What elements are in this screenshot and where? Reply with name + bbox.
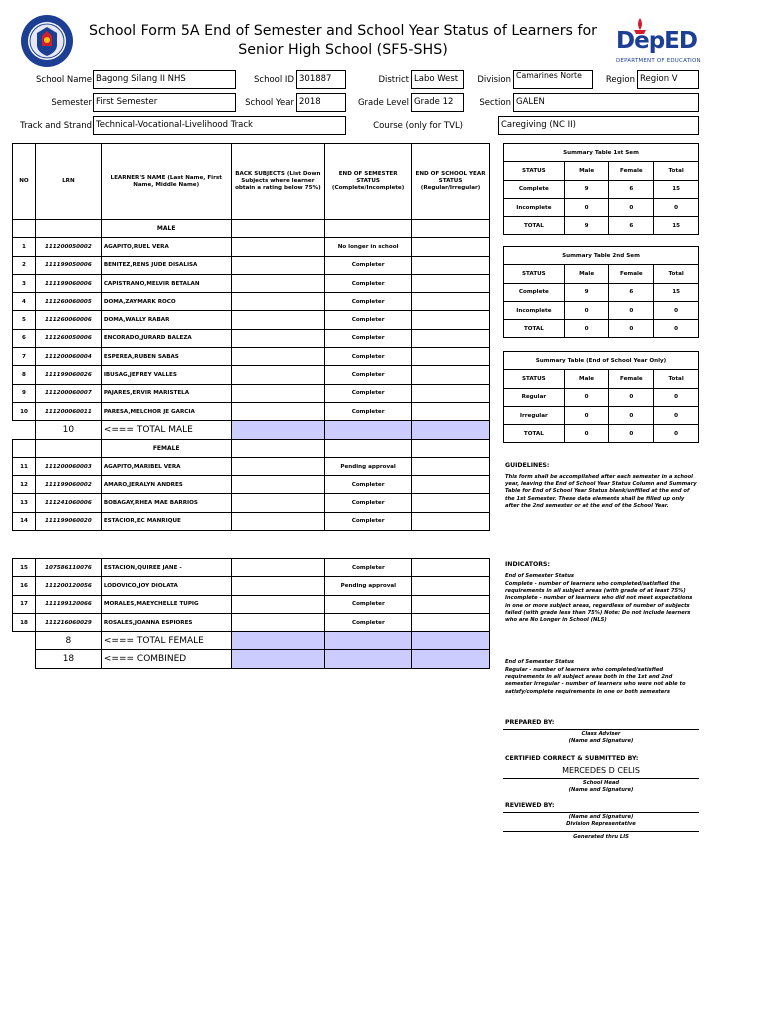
row-learner-name: ESTACION,QUIREE JANE - bbox=[101, 559, 231, 577]
row-no: 11 bbox=[13, 457, 36, 475]
row-end-year-status bbox=[412, 384, 490, 402]
table-row bbox=[13, 476, 490, 494]
indicators-heading: INDICATORS: bbox=[505, 561, 550, 568]
row-lrn: 111199060002 bbox=[35, 476, 101, 494]
row-lrn: 111200060004 bbox=[35, 348, 101, 366]
table-row bbox=[13, 457, 490, 475]
summary-row-female: 0 bbox=[609, 198, 654, 216]
row-end-year-status bbox=[412, 311, 490, 329]
row-end-sem-status: Completer bbox=[325, 494, 412, 512]
row-back-subjects bbox=[231, 512, 325, 530]
summary-row-label: Irregular bbox=[504, 406, 565, 424]
summary-row-total: 0 bbox=[654, 320, 699, 338]
row-no: 4 bbox=[13, 293, 36, 311]
summary-row-label: Complete bbox=[504, 180, 565, 198]
summary-row bbox=[504, 283, 699, 301]
summary-table-1st-sem bbox=[503, 143, 699, 235]
table-row bbox=[13, 613, 490, 631]
summary-header-status: STATUS bbox=[504, 370, 565, 388]
row-end-sem-status: Completer bbox=[325, 256, 412, 274]
reviewer-name-sig: (Name and Signature) bbox=[568, 814, 634, 820]
row-no: 5 bbox=[13, 311, 36, 329]
summary-header-total: Total bbox=[654, 265, 699, 283]
row-end-sem-status: Completer bbox=[325, 402, 412, 420]
row-end-year-status bbox=[412, 613, 490, 631]
indicator-1-text: Complete - number of learners who completed/satisfied the requirements in all subject areas (with grade of at least 75%) Incomplete - number of learners who did not meet expectations in one or more subject areas, regardless of number of subjects failed (with grade less than 75%) Note: Do not include learners who are No Longer in School (NLS) bbox=[505, 581, 693, 624]
row-lrn: 111199050006 bbox=[35, 256, 101, 274]
row-lrn: 111200060011 bbox=[35, 402, 101, 420]
track-field: Technical-Vocational-Livelihood Track bbox=[93, 116, 346, 135]
row-back-subjects bbox=[231, 577, 325, 595]
row-end-year-status bbox=[412, 457, 490, 475]
row-back-subjects bbox=[231, 274, 325, 292]
row-back-subjects bbox=[231, 457, 325, 475]
row-end-year-status bbox=[412, 494, 490, 512]
summary-row-female: 6 bbox=[609, 217, 654, 235]
school-year-label: School Year bbox=[245, 98, 294, 108]
deped-seal-logo bbox=[20, 14, 74, 68]
male-section-row bbox=[13, 220, 490, 238]
row-learner-name: DOMA,WALLY RABAR bbox=[101, 311, 231, 329]
col-header-no: NO bbox=[13, 144, 36, 220]
row-lrn: 111200060003 bbox=[35, 457, 101, 475]
division-representative-label: Division Representative bbox=[566, 821, 636, 827]
total-female-row bbox=[13, 632, 490, 650]
row-learner-name: ESPEREA,RUBEN SABAS bbox=[101, 348, 231, 366]
summary-year-title: Summary Table (End of School Year Only) bbox=[504, 352, 699, 370]
row-learner-name: IBUSAG,JEFREY VALLES bbox=[101, 366, 231, 384]
row-lrn: 111260050006 bbox=[35, 329, 101, 347]
summary-row bbox=[504, 320, 699, 338]
row-back-subjects bbox=[231, 366, 325, 384]
form-title bbox=[88, 22, 598, 60]
deped-logo-word: DepED bbox=[616, 28, 697, 54]
summary-row-male: 9 bbox=[564, 283, 609, 301]
combined-count: 18 bbox=[35, 650, 101, 668]
row-back-subjects bbox=[231, 613, 325, 631]
table-row bbox=[13, 559, 490, 577]
district-label: District bbox=[378, 75, 409, 85]
row-learner-name: CAPISTRANO,MELVIR BETALAN bbox=[101, 274, 231, 292]
row-end-year-status bbox=[412, 512, 490, 530]
row-lrn: 111200050002 bbox=[35, 238, 101, 256]
row-end-year-status bbox=[412, 238, 490, 256]
row-end-sem-status: Completer bbox=[325, 613, 412, 631]
summary-header-female: Female bbox=[609, 265, 654, 283]
row-lrn: 111260060005 bbox=[35, 293, 101, 311]
row-lrn: 111199060026 bbox=[35, 366, 101, 384]
row-no: 18 bbox=[13, 613, 36, 631]
summary-row-male: 0 bbox=[564, 301, 609, 319]
row-learner-name: AGAPITO,MARIBEL VERA bbox=[101, 457, 231, 475]
form-title-line2: Senior High School (SF5-SHS) bbox=[238, 42, 448, 58]
row-end-sem-status: Completer bbox=[325, 274, 412, 292]
table-row bbox=[13, 494, 490, 512]
row-end-year-status bbox=[412, 329, 490, 347]
summary-row-total: 0 bbox=[654, 406, 699, 424]
row-end-year-status bbox=[412, 402, 490, 420]
prepared-by-signature-line bbox=[503, 729, 699, 730]
summary-row bbox=[504, 301, 699, 319]
summary-row-female: 0 bbox=[609, 406, 654, 424]
summary-row-male: 0 bbox=[564, 198, 609, 216]
summary-header-status: STATUS bbox=[504, 162, 565, 180]
summary-row-female: 0 bbox=[609, 301, 654, 319]
summary-table-end-of-year bbox=[503, 351, 699, 443]
division-field: Camarines Norte bbox=[513, 70, 593, 89]
row-end-sem-status: Completer bbox=[325, 293, 412, 311]
summary-row bbox=[504, 198, 699, 216]
summary-row bbox=[504, 406, 699, 424]
summary-row-label: Incomplete bbox=[504, 198, 565, 216]
table-row bbox=[13, 274, 490, 292]
summary-row-male: 0 bbox=[564, 388, 609, 406]
summary-row-total: 15 bbox=[654, 180, 699, 198]
summary-row bbox=[504, 180, 699, 198]
division-label: Division bbox=[477, 75, 511, 85]
summary-row-total: 0 bbox=[654, 425, 699, 443]
row-end-sem-status: Pending approval bbox=[325, 577, 412, 595]
summary-header-total: Total bbox=[654, 370, 699, 388]
table-row bbox=[13, 348, 490, 366]
row-end-year-status bbox=[412, 595, 490, 613]
row-end-sem-status: Completer bbox=[325, 384, 412, 402]
row-end-year-status bbox=[412, 274, 490, 292]
indicator-1-heading: End of Semester Status bbox=[505, 573, 574, 579]
total-male-label: <=== TOTAL MALE bbox=[101, 421, 231, 439]
certified-label: CERTIFIED CORRECT & SUBMITTED BY: bbox=[505, 755, 639, 762]
row-learner-name: AMARO,JERALYN ANDRES bbox=[101, 476, 231, 494]
row-learner-name: AGAPITO,RUEL VERA bbox=[101, 238, 231, 256]
row-lrn: 111241060006 bbox=[35, 494, 101, 512]
summary-row-total: 0 bbox=[654, 388, 699, 406]
school-name-label: School Name bbox=[36, 75, 92, 85]
row-no: 15 bbox=[13, 559, 36, 577]
row-lrn: 111199060020 bbox=[35, 512, 101, 530]
table-row bbox=[13, 293, 490, 311]
section-field: GALEN bbox=[513, 93, 699, 112]
class-adviser-name-sig: (Name and Signature) bbox=[568, 738, 634, 744]
grade-level-field: Grade 12 bbox=[411, 93, 464, 112]
summary-row-label: TOTAL bbox=[504, 320, 565, 338]
row-back-subjects bbox=[231, 311, 325, 329]
deped-logo-subtitle: DEPARTMENT OF EDUCATION bbox=[616, 58, 701, 64]
row-learner-name: MORALES,MAEYCHELLE TUPIG bbox=[101, 595, 231, 613]
indicator-2-heading: End of Semester Status bbox=[505, 659, 574, 665]
summary-header-total: Total bbox=[654, 162, 699, 180]
prepared-by-label: PREPARED BY: bbox=[505, 719, 555, 726]
row-back-subjects bbox=[231, 384, 325, 402]
row-back-subjects bbox=[231, 494, 325, 512]
summary-row-male: 0 bbox=[564, 406, 609, 424]
table-row bbox=[13, 256, 490, 274]
combined-total-row bbox=[13, 650, 490, 668]
summary-header-male: Male bbox=[564, 265, 609, 283]
col-header-end-year-status: END OF SCHOOL YEAR STATUS (Regular/Irregular) bbox=[412, 144, 490, 220]
summary-row-female: 0 bbox=[609, 320, 654, 338]
row-end-sem-status: Completer bbox=[325, 512, 412, 530]
row-lrn: 107586110076 bbox=[35, 559, 101, 577]
row-no: 6 bbox=[13, 329, 36, 347]
row-back-subjects bbox=[231, 402, 325, 420]
row-end-year-status bbox=[412, 256, 490, 274]
table-row bbox=[13, 512, 490, 530]
learners-table bbox=[12, 143, 490, 531]
row-back-subjects bbox=[231, 329, 325, 347]
female-rows bbox=[13, 457, 490, 530]
summary-row-label: Regular bbox=[504, 388, 565, 406]
row-back-subjects bbox=[231, 238, 325, 256]
row-end-sem-status: Completer bbox=[325, 559, 412, 577]
deped-logo bbox=[610, 14, 704, 70]
row-no: 16 bbox=[13, 577, 36, 595]
total-male-count: 10 bbox=[35, 421, 101, 439]
female-section-label: FEMALE bbox=[101, 439, 231, 457]
school-id-field: 301887 bbox=[296, 70, 346, 89]
summary-row-total: 0 bbox=[654, 301, 699, 319]
summary-header-female: Female bbox=[609, 162, 654, 180]
division-signature-line bbox=[503, 831, 699, 832]
reviewed-by-label: REVIEWED BY: bbox=[505, 802, 555, 809]
col-header-lrn: LRN bbox=[35, 144, 101, 220]
row-end-year-status bbox=[412, 577, 490, 595]
total-female-count: 8 bbox=[35, 632, 101, 650]
row-no: 1 bbox=[13, 238, 36, 256]
summary-row-male: 9 bbox=[564, 217, 609, 235]
summary-row bbox=[504, 217, 699, 235]
grade-level-label: Grade Level bbox=[357, 98, 409, 108]
school-head-name: MERCEDES D CELIS bbox=[562, 766, 640, 775]
row-learner-name: ENCORADO,JURARD BALEZA bbox=[101, 329, 231, 347]
school-name-field: Bagong Silang II NHS bbox=[93, 70, 236, 89]
guidelines-heading: GUIDELINES: bbox=[505, 462, 550, 469]
row-lrn: 111200120056 bbox=[35, 577, 101, 595]
row-no: 17 bbox=[13, 595, 36, 613]
semester-field: First Semester bbox=[93, 93, 236, 112]
row-end-sem-status: No longer in school bbox=[325, 238, 412, 256]
reviewed-by-signature-line bbox=[503, 812, 699, 813]
summary-row-label: Incomplete bbox=[504, 301, 565, 319]
summary-row-female: 6 bbox=[609, 283, 654, 301]
row-lrn: 111260060006 bbox=[35, 311, 101, 329]
region-label: Region bbox=[605, 75, 635, 85]
generated-thru-lis: Generated thru LIS bbox=[573, 834, 629, 840]
school-id-label: School ID bbox=[254, 75, 294, 85]
row-no: 8 bbox=[13, 366, 36, 384]
table-row bbox=[13, 384, 490, 402]
male-rows bbox=[13, 238, 490, 421]
row-learner-name: BENITEZ,RENS JUDE DISALISA bbox=[101, 256, 231, 274]
row-learner-name: PARESA,MELCHOR JE GARCIA bbox=[101, 402, 231, 420]
summary-row-label: TOTAL bbox=[504, 217, 565, 235]
row-lrn: 111216060029 bbox=[35, 613, 101, 631]
summary-row-label: TOTAL bbox=[504, 425, 565, 443]
row-learner-name: PAJARES,ERVIR MARISTELA bbox=[101, 384, 231, 402]
row-no: 10 bbox=[13, 402, 36, 420]
row-end-year-status bbox=[412, 293, 490, 311]
female-rows-continued bbox=[13, 559, 490, 632]
row-end-year-status bbox=[412, 348, 490, 366]
summary-row-male: 0 bbox=[564, 425, 609, 443]
row-end-sem-status: Completer bbox=[325, 595, 412, 613]
school-head-label: School Head bbox=[582, 780, 620, 786]
table-row bbox=[13, 311, 490, 329]
course-field: Caregiving (NC II) bbox=[498, 116, 699, 135]
male-section-label: MALE bbox=[101, 220, 231, 238]
district-field: Labo West bbox=[411, 70, 464, 89]
summary-row-label: Complete bbox=[504, 283, 565, 301]
row-back-subjects bbox=[231, 476, 325, 494]
school-head-name-sig: (Name and Signature) bbox=[568, 787, 634, 793]
summary-2nd-sem-title: Summary Table 2nd Sem bbox=[504, 247, 699, 265]
school-year-field: 2018 bbox=[296, 93, 346, 112]
summary-header-male: Male bbox=[564, 162, 609, 180]
summary-row-female: 6 bbox=[609, 180, 654, 198]
col-header-back-subjects: BACK SUBJECTS (List Down Subjects where learner obtain a rating below 75%) bbox=[231, 144, 325, 220]
certified-signature-line bbox=[503, 778, 699, 779]
summary-row-total: 15 bbox=[654, 283, 699, 301]
summary-row-total: 0 bbox=[654, 198, 699, 216]
row-learner-name: BOBAGAY,RHEA MAE BARRIOS bbox=[101, 494, 231, 512]
summary-row bbox=[504, 388, 699, 406]
row-learner-name: ROSALES,JOANNA ESPIORES bbox=[101, 613, 231, 631]
row-back-subjects bbox=[231, 256, 325, 274]
summary-row-female: 0 bbox=[609, 425, 654, 443]
summary-1st-sem-title: Summary Table 1st Sem bbox=[504, 144, 699, 162]
table-row bbox=[13, 402, 490, 420]
row-lrn: 111199120066 bbox=[35, 595, 101, 613]
col-header-name: LEARNER'S NAME (Last Name, First Name, Middle Name) bbox=[101, 144, 231, 220]
row-end-year-status bbox=[412, 559, 490, 577]
table-header-row bbox=[13, 144, 490, 220]
semester-label: Semester bbox=[51, 98, 92, 108]
table-row bbox=[13, 238, 490, 256]
row-end-sem-status: Completer bbox=[325, 366, 412, 384]
row-back-subjects bbox=[231, 595, 325, 613]
table-row bbox=[13, 366, 490, 384]
row-end-sem-status: Completer bbox=[325, 476, 412, 494]
section-label: Section bbox=[479, 98, 511, 108]
summary-row bbox=[504, 425, 699, 443]
summary-row-male: 0 bbox=[564, 320, 609, 338]
row-no: 13 bbox=[13, 494, 36, 512]
learners-table-continued bbox=[12, 558, 490, 669]
row-no: 2 bbox=[13, 256, 36, 274]
female-section-row bbox=[13, 439, 490, 457]
row-no: 12 bbox=[13, 476, 36, 494]
row-learner-name: LODOVICO,JOY DIOLATA bbox=[101, 577, 231, 595]
table-row bbox=[13, 577, 490, 595]
row-no: 14 bbox=[13, 512, 36, 530]
summary-row-female: 0 bbox=[609, 388, 654, 406]
summary-row-total: 15 bbox=[654, 217, 699, 235]
summary-header-female: Female bbox=[609, 370, 654, 388]
row-no: 7 bbox=[13, 348, 36, 366]
summary-table-2nd-sem bbox=[503, 246, 699, 338]
row-end-sem-status: Completer bbox=[325, 329, 412, 347]
summary-header-status: STATUS bbox=[504, 265, 565, 283]
indicator-2-text: Regular - number of learners who completed/satisfied requirements in all subject areas both in the 1st and 2nd semester Irregular - number of learners who were not able to satisfy/complete requirements in one or both semesters bbox=[505, 667, 686, 695]
row-end-sem-status: Pending approval bbox=[325, 457, 412, 475]
summary-header-male: Male bbox=[564, 370, 609, 388]
row-learner-name: DOMA,ZAYMARK ROCO bbox=[101, 293, 231, 311]
row-lrn: 111199060006 bbox=[35, 274, 101, 292]
row-end-sem-status: Completer bbox=[325, 311, 412, 329]
track-label: Track and Strand bbox=[20, 121, 92, 131]
form-title-line1: School Form 5A End of Semester and School Year Status of Learners for bbox=[89, 23, 597, 39]
row-back-subjects bbox=[231, 348, 325, 366]
row-back-subjects bbox=[231, 293, 325, 311]
total-female-label: <=== TOTAL FEMALE bbox=[101, 632, 231, 650]
summary-row-male: 9 bbox=[564, 180, 609, 198]
row-end-sem-status: Completer bbox=[325, 348, 412, 366]
row-end-year-status bbox=[412, 366, 490, 384]
row-no: 9 bbox=[13, 384, 36, 402]
total-male-row bbox=[13, 421, 490, 439]
combined-label: <=== COMBINED bbox=[101, 650, 231, 668]
guidelines-text: This form shall be accomplished after each semester in a school year, leaving the End of School Year Status Column and Summary Table for End of School Year Status blank/unfilled at the end of the 1st Semester. These data elements shall be filled up only after the 2nd semester or at the end of the School Year. bbox=[505, 474, 697, 509]
course-label: Course (only for TVL) bbox=[373, 121, 463, 131]
row-back-subjects bbox=[231, 559, 325, 577]
row-no: 3 bbox=[13, 274, 36, 292]
class-adviser-label: Class Adviser bbox=[581, 731, 621, 737]
region-field: Region V bbox=[637, 70, 699, 89]
table-row bbox=[13, 329, 490, 347]
row-lrn: 111200060007 bbox=[35, 384, 101, 402]
table-row bbox=[13, 595, 490, 613]
row-learner-name: ESTACIOR,EC MANRIQUE bbox=[101, 512, 231, 530]
row-end-year-status bbox=[412, 476, 490, 494]
col-header-end-sem-status: END OF SEMESTER STATUS (Complete/Incomplete) bbox=[325, 144, 412, 220]
